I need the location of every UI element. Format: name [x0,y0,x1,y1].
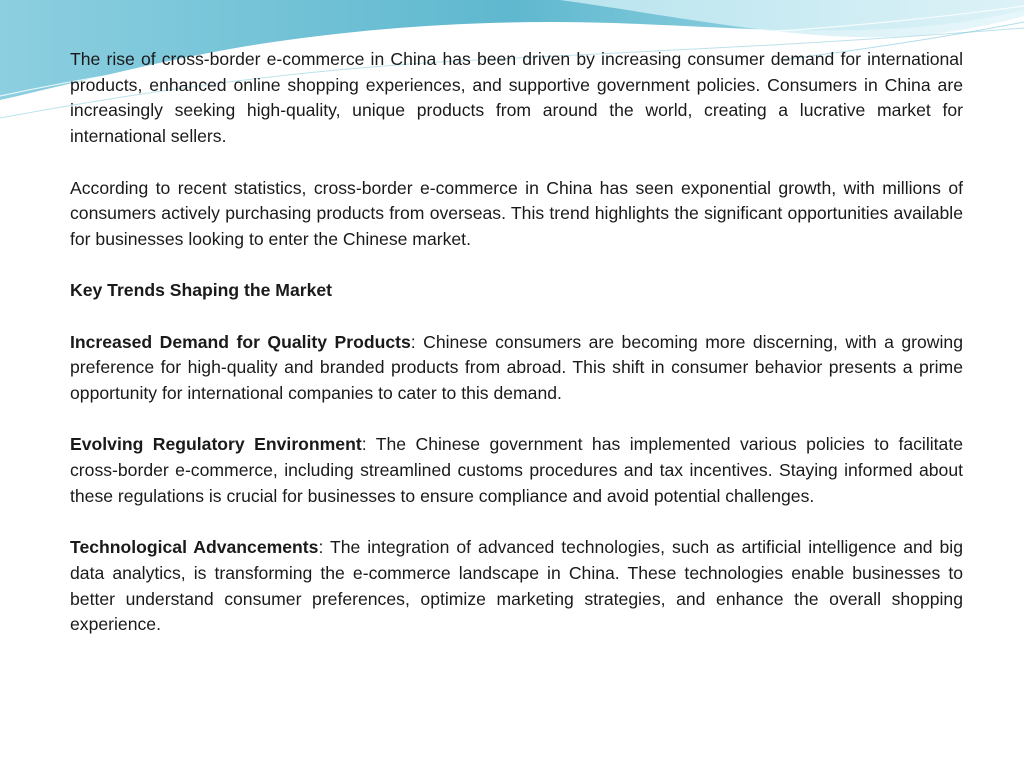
trend-term: Technological Advancements [70,537,319,558]
trend-text: : The Chinese government has implemented various policies to facilitate cross-border e-commerce, including streamlined customs procedures and tax incentives. Staying informed about these regulations is crucial for businesses to ensure compliance and avoid potential challenges. [70,434,963,506]
trend-text: : The integration of advanced technologies, such as artificial intelligence and big data analytics, is transforming the e-commerce landscape in China. These technologies enable businesses to better understand consumer preferences, optimize marketing strategies, and enhance the overall shopping experience. [70,537,964,635]
intro-paragraph: The rise of cross-border e-commerce in China has been driven by increasing consumer demand for international products, enhanced online shopping experiences, and supportive government policies. Consumers in China are increasingly seeking high-quality, unique products from around the world, creating a lucrative market for international sellers. [70,49,963,147]
trend-term: Evolving Regulatory Environment [70,434,362,455]
trend-paragraph-quality [70,330,963,407]
trend-paragraph-technology [70,535,963,638]
trend-paragraph-regulatory [70,432,963,509]
slide-body [70,47,963,638]
trend-text: : Chinese consumers are becoming more discerning, with a growing preference for high-quality and branded products from abroad. This shift in consumer behavior presents a prime opportunity for international companies to cater to this demand. [70,331,963,404]
section-heading: Key Trends Shaping the Market [70,280,333,301]
statistics-paragraph: According to recent statistics, cross-border e-commerce in China has seen exponential growth, with millions of consumers actively purchasing products from overseas. This trend highlights the significant opportunities available for businesses looking to enter the Chinese market. [70,177,963,249]
trend-term: Increased Demand for Quality Products [70,331,411,352]
